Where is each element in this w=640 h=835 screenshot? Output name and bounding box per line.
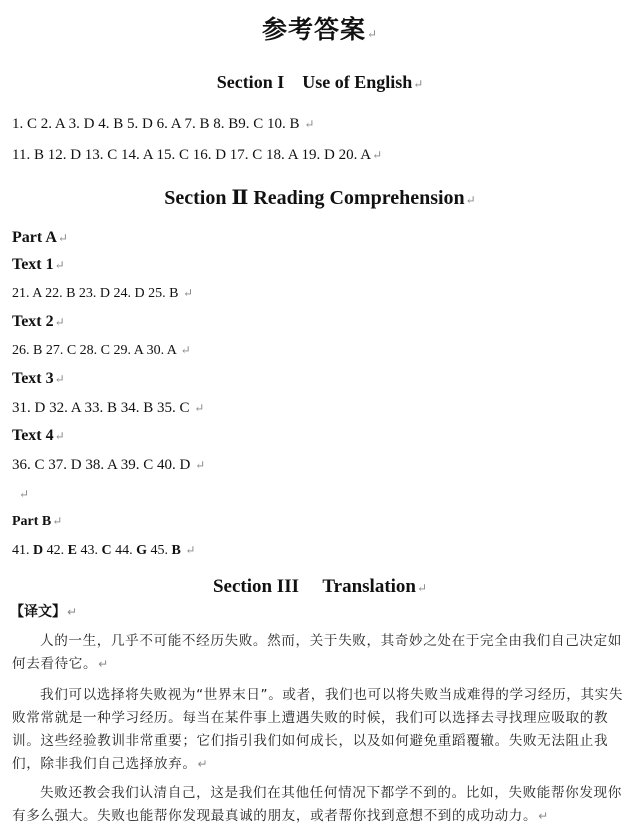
section1-answers-row1: 1. C 2. A 3. D 4. B 5. D 6. A 7. B 8. B9. C 10. B ↵ — [12, 116, 315, 132]
translation-label: 【译文】↵ — [10, 604, 78, 620]
translation-paragraph-2: 我们可以选择将失败视为“世界末日”。或者，我们也可以将失败当成难得的学习经历，其实失败常常就是一种学习经历。每当在某件事上遭遇失败的时候，我们可以选择去寻找理应吸取的教训。这些经验教训非常重要；它们指引我们如何成长，以及如何避免重蹈覆辙。失败无法阻止我们，除非我们自己选择放弃。↵ — [12, 687, 624, 772]
translation-paragraph-3: 失败还教会我们认清自己，这是我们在其他任何情况下都学不到的。比如，失败能帮你发现你有多么强大。失败也能帮你发现最真诚的朋友，或者帮你找到意想不到的成功动力。↵ — [12, 785, 622, 824]
part-a-label: Part A↵ — [12, 229, 68, 246]
section1-heading: Section I Use of English↵ — [216, 72, 424, 92]
text1-answers: 21. A 22. B 23. D 24. D 25. B ↵ — [12, 286, 194, 301]
text1-label: Text 1↵ — [12, 256, 65, 273]
section3-heading: Section III Translation↵ — [212, 576, 428, 597]
text2-answers: 26. B 27. C 28. C 29. A 30. A ↵ — [12, 343, 191, 358]
empty-paragraph-mark: ↵ — [19, 487, 30, 501]
section1-answers-row2: 11. B 12. D 13. C 14. A 15. C 16. D 17. C 18. A 19. D 20. A↵ — [12, 147, 383, 163]
section2-heading: Section Ⅱ Reading Comprehension↵ — [164, 187, 476, 209]
part-b-label: Part B↵ — [12, 514, 63, 529]
part-b-answers: 41. D 42. E 43. C 44. G 45. B ↵ — [12, 543, 196, 558]
text3-answers: 31. D 32. A 33. B 34. B 35. C ↵ — [12, 400, 205, 416]
text3-label: Text 3↵ — [12, 370, 65, 387]
translation-paragraph-1: 人的一生，几乎不可能不经历失败。然而，关于失败，其奇妙之处在于完全由我们自己决定如何去看待它。↵ — [12, 633, 622, 672]
text4-label: Text 4↵ — [12, 427, 65, 444]
page-title: 参考答案↵ — [261, 17, 379, 44]
text4-answers: 36. C 37. D 38. A 39. C 40. D ↵ — [12, 457, 206, 473]
text2-label: Text 2↵ — [12, 313, 65, 330]
